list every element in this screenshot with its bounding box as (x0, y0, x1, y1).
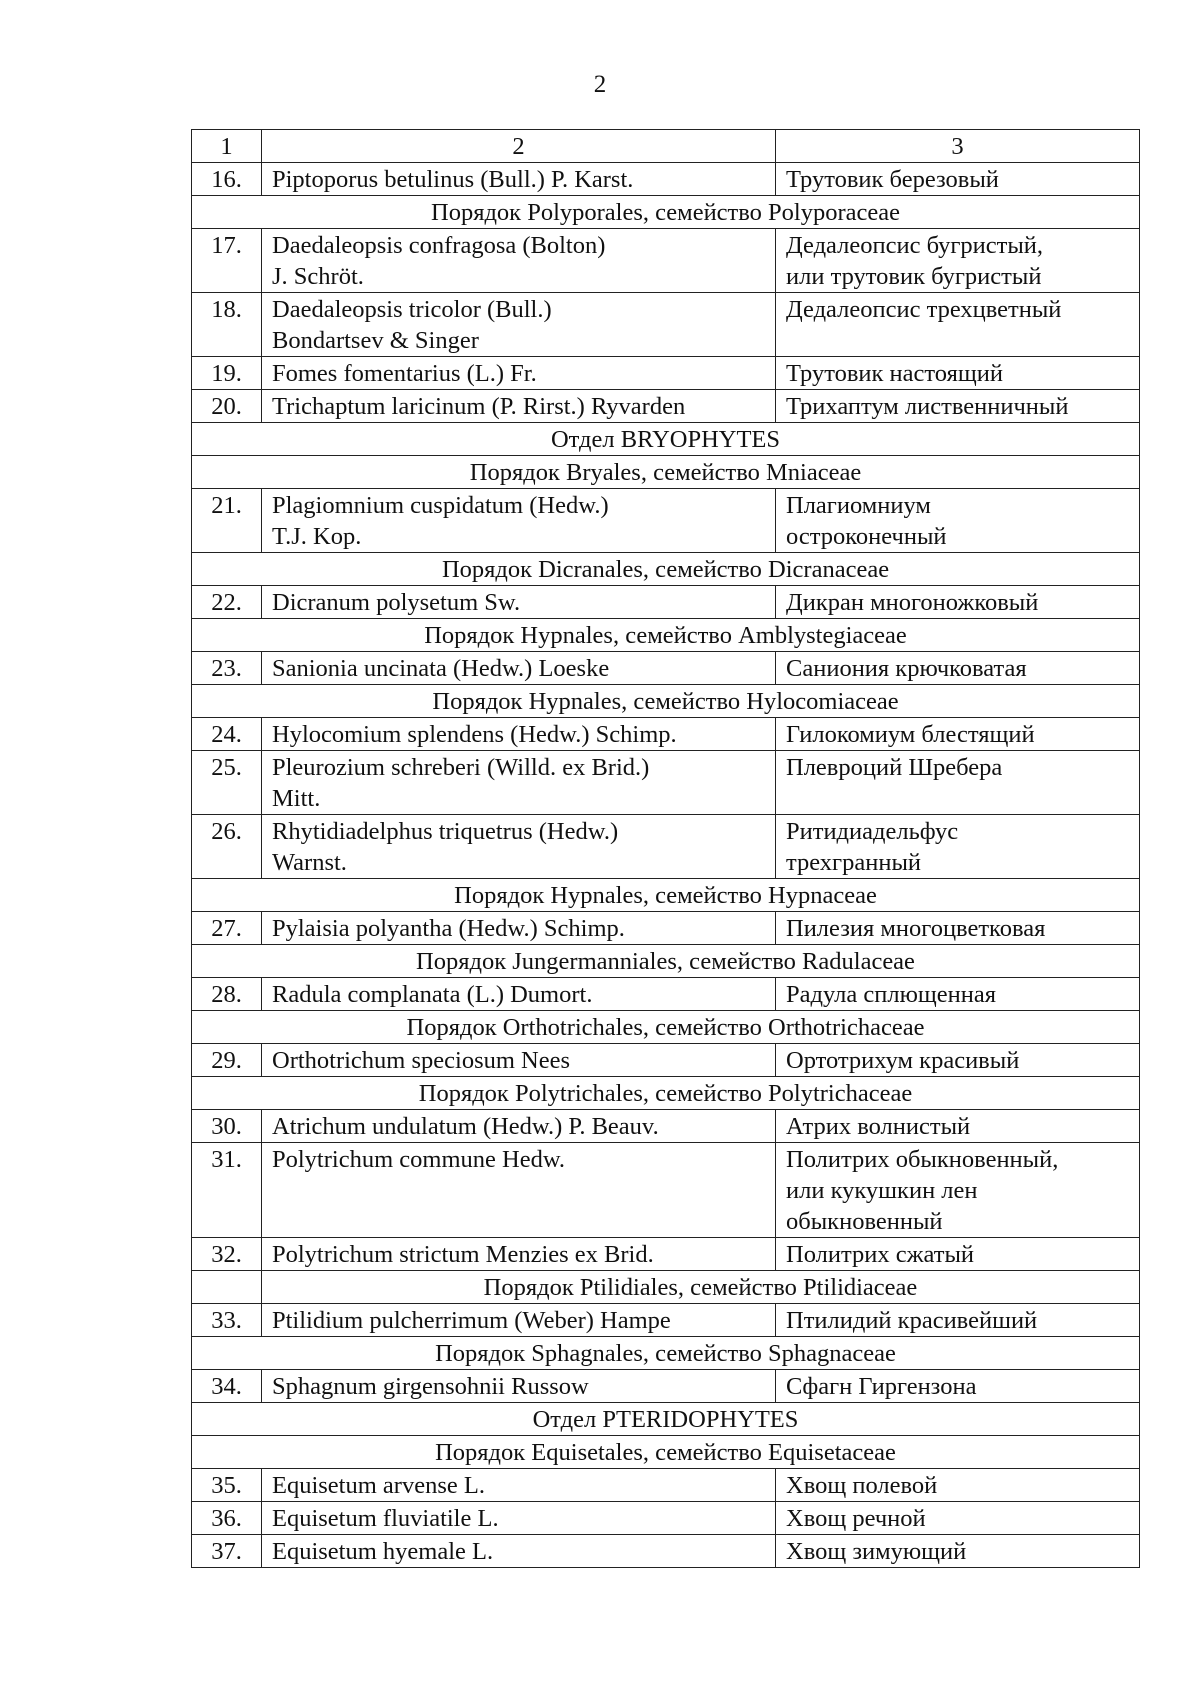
latin-name-cell (262, 229, 776, 293)
row-number: 29. (192, 1044, 262, 1077)
latin-name-line: Mitt. (272, 785, 321, 812)
russian-name-line: Пилезия многоцветковая (786, 915, 1046, 942)
row-number: 25. (192, 751, 262, 815)
table-row (192, 1143, 1140, 1238)
russian-name-line: Политрих обыкновенный, (786, 1146, 1059, 1173)
russian-name-line: остроконечный (786, 523, 947, 550)
taxon-heading-row (192, 879, 1140, 912)
latin-name-line: Pylaisia polyantha (Hedw.) Schimp. (272, 915, 625, 942)
taxon-heading-row (192, 1436, 1140, 1469)
taxon-heading-row (192, 1337, 1140, 1370)
latin-name-cell (262, 751, 776, 815)
latin-name-cell (262, 1044, 776, 1077)
latin-name-line: Orthotrichum speciosum Nees (272, 1047, 571, 1074)
row-number: 26. (192, 815, 262, 879)
latin-name-cell (262, 652, 776, 685)
russian-name-line: Хвощ зимующий (786, 1538, 967, 1565)
row-number: 34. (192, 1370, 262, 1403)
header-cell-3: 3 (776, 130, 1140, 163)
empty-number-cell (192, 1271, 262, 1304)
latin-name-line: T.J. Kop. (272, 523, 362, 550)
russian-name-line: Плевроций Шребера (786, 754, 1003, 781)
russian-name-cell (776, 1304, 1140, 1337)
taxon-heading-row (192, 553, 1140, 586)
taxon-heading: Порядок Polyporales, семейство Polyporaceae (192, 196, 1140, 229)
russian-name-cell (776, 229, 1140, 293)
russian-name-line: Хвощ речной (786, 1505, 926, 1532)
table-header-row (192, 130, 1140, 163)
latin-name-line: Dicranum polysetum Sw. (272, 589, 521, 616)
row-number: 18. (192, 293, 262, 357)
latin-name-line: Pleurozium schreberi (Willd. ex Brid.) (272, 754, 650, 781)
row-number: 28. (192, 978, 262, 1011)
russian-name-cell (776, 1502, 1140, 1535)
taxon-heading-row (192, 423, 1140, 456)
row-number: 33. (192, 1304, 262, 1337)
latin-name-cell (262, 357, 776, 390)
taxon-heading: Порядок Bryales, семейство Mniaceae (192, 456, 1140, 489)
row-number: 35. (192, 1469, 262, 1502)
russian-name-cell (776, 1143, 1140, 1238)
row-number: 17. (192, 229, 262, 293)
latin-name-line: Ptilidium pulcherrimum (Weber) Hampe (272, 1307, 671, 1334)
latin-name-line: Equisetum fluviatile L. (272, 1505, 499, 1532)
russian-name-cell (776, 1370, 1140, 1403)
latin-name-line: Bondartsev & Singer (272, 327, 479, 354)
russian-name-cell (776, 718, 1140, 751)
table-row (192, 163, 1140, 196)
row-number: 20. (192, 390, 262, 423)
table-row (192, 652, 1140, 685)
latin-name-line: J. Schröt. (272, 263, 364, 290)
russian-name-cell (776, 357, 1140, 390)
russian-name-line: или трутовик бугристый (786, 263, 1042, 290)
table-row (192, 1110, 1140, 1143)
russian-name-cell (776, 1469, 1140, 1502)
russian-name-line: Дедалеопсис бугристый, (786, 232, 1044, 259)
table-row (192, 1238, 1140, 1271)
russian-name-line: Дедалеопсис трехцветный (786, 296, 1062, 323)
latin-name-line: Equisetum hyemale L. (272, 1538, 494, 1565)
latin-name-cell (262, 978, 776, 1011)
latin-name-cell (262, 1535, 776, 1568)
taxon-heading-row (192, 1011, 1140, 1044)
russian-name-line: или кукушкин лен (786, 1177, 978, 1204)
taxon-heading: Порядок Ptilidiales, семейство Ptilidiaceae (262, 1271, 1140, 1304)
russian-name-cell (776, 751, 1140, 815)
row-number: 31. (192, 1143, 262, 1238)
latin-name-cell (262, 1469, 776, 1502)
latin-name-cell (262, 1238, 776, 1271)
header-cell-1: 1 (192, 130, 262, 163)
taxon-heading: Отдел BRYOPHYTES (192, 423, 1140, 456)
latin-name-cell (262, 163, 776, 196)
latin-name-line: Hylocomium splendens (Hedw.) Schimp. (272, 721, 677, 748)
russian-name-line: Трутовик березовый (786, 166, 999, 193)
russian-name-line: Гилокомиум блестящий (786, 721, 1035, 748)
russian-name-cell (776, 1044, 1140, 1077)
table-row (192, 1535, 1140, 1568)
russian-name-line: Ортотрихум красивый (786, 1047, 1020, 1074)
taxon-heading-row (192, 196, 1140, 229)
table-row (192, 1469, 1140, 1502)
table-row (192, 815, 1140, 879)
page-number: 2 (593, 71, 607, 98)
russian-name-cell (776, 1535, 1140, 1568)
row-number: 22. (192, 586, 262, 619)
species-table-body (192, 130, 1140, 1568)
latin-name-cell (262, 815, 776, 879)
taxon-heading-row (192, 1403, 1140, 1436)
latin-name-cell (262, 1110, 776, 1143)
russian-name-line: Саниония крючковатая (786, 655, 1027, 682)
latin-name-line: Equisetum arvense L. (272, 1472, 485, 1499)
latin-name-line: Rhytidiadelphus triquetrus (Hedw.) (272, 818, 619, 845)
taxon-heading-row (192, 1077, 1140, 1110)
latin-name-line: Polytrichum strictum Menzies ex Brid. (272, 1241, 654, 1268)
table-row (192, 912, 1140, 945)
russian-name-line: Птилидий красивейший (786, 1307, 1038, 1334)
latin-name-cell (262, 489, 776, 553)
russian-name-line: Радула сплющенная (786, 981, 996, 1008)
row-number: 32. (192, 1238, 262, 1271)
table-row (192, 489, 1140, 553)
taxon-heading: Порядок Hypnales, семейство Amblystegiaceae (192, 619, 1140, 652)
table-row (192, 1370, 1140, 1403)
row-number: 24. (192, 718, 262, 751)
russian-name-cell (776, 489, 1140, 553)
table-row (192, 751, 1140, 815)
russian-name-cell (776, 163, 1140, 196)
latin-name-line: Trichaptum laricinum (P. Rirst.) Ryvarden (272, 393, 686, 420)
latin-name-line: Sphagnum girgensohnii Russow (272, 1373, 589, 1400)
latin-name-line: Radula complanata (L.) Dumort. (272, 981, 593, 1008)
table-row (192, 586, 1140, 619)
taxon-heading: Порядок Hypnales, семейство Hypnaceae (192, 879, 1140, 912)
row-number: 21. (192, 489, 262, 553)
row-number: 19. (192, 357, 262, 390)
latin-name-cell (262, 1502, 776, 1535)
latin-name-cell (262, 718, 776, 751)
russian-name-cell (776, 586, 1140, 619)
species-table (191, 129, 1140, 1568)
taxon-heading: Порядок Orthotrichales, семейство Orthotrichaceae (192, 1011, 1140, 1044)
taxon-heading-row (192, 685, 1140, 718)
latin-name-cell (262, 586, 776, 619)
header-cell-2: 2 (262, 130, 776, 163)
latin-name-cell (262, 1304, 776, 1337)
russian-name-cell (776, 1238, 1140, 1271)
latin-name-cell (262, 390, 776, 423)
latin-name-cell (262, 1143, 776, 1238)
table-row (192, 357, 1140, 390)
russian-name-cell (776, 390, 1140, 423)
taxon-heading: Порядок Dicranales, семейство Dicranaceae (192, 553, 1140, 586)
table-row (192, 390, 1140, 423)
russian-name-line: Трихаптум лиственничный (786, 393, 1069, 420)
table-row (192, 718, 1140, 751)
russian-name-line: обыкновенный (786, 1208, 943, 1235)
table-row (192, 1044, 1140, 1077)
taxon-heading-row (192, 945, 1140, 978)
latin-name-line: Polytrichum commune Hedw. (272, 1146, 566, 1173)
taxon-heading: Отдел PTERIDOPHYTES (192, 1403, 1140, 1436)
taxon-heading: Порядок Hypnales, семейство Hylocomiaceae (192, 685, 1140, 718)
taxon-heading: Порядок Jungermanniales, семейство Radulaceae (192, 945, 1140, 978)
latin-name-line: Sanionia uncinata (Hedw.) Loeske (272, 655, 610, 682)
russian-name-cell (776, 293, 1140, 357)
row-number: 27. (192, 912, 262, 945)
table-row (192, 293, 1140, 357)
latin-name-line: Plagiomnium cuspidatum (Hedw.) (272, 492, 609, 519)
russian-name-line: Атрих волнистый (786, 1113, 971, 1140)
russian-name-line: Сфагн Гиргензона (786, 1373, 977, 1400)
latin-name-line: Piptoporus betulinus (Bull.) P. Karst. (272, 166, 634, 193)
latin-name-line: Atrichum undulatum (Hedw.) P. Beauv. (272, 1113, 659, 1140)
russian-name-cell (776, 978, 1140, 1011)
latin-name-line: Daedaleopsis tricolor (Bull.) (272, 296, 552, 323)
row-number: 30. (192, 1110, 262, 1143)
table-row (192, 1304, 1140, 1337)
russian-name-line: Дикран многоножковый (786, 589, 1039, 616)
latin-name-cell (262, 293, 776, 357)
russian-name-line: Политрих сжатый (786, 1241, 975, 1268)
table-row (192, 229, 1140, 293)
taxon-heading: Порядок Polytrichales, семейство Polytrichaceae (192, 1077, 1140, 1110)
russian-name-line: Трутовик настоящий (786, 360, 1003, 387)
russian-name-line: трехгранный (786, 849, 922, 876)
latin-name-cell (262, 912, 776, 945)
latin-name-line: Fomes fomentarius (L.) Fr. (272, 360, 537, 387)
latin-name-line: Warnst. (272, 849, 347, 876)
row-number: 23. (192, 652, 262, 685)
row-number: 37. (192, 1535, 262, 1568)
taxon-heading-row (192, 619, 1140, 652)
russian-name-line: Плагиомниум (786, 492, 931, 519)
russian-name-cell (776, 652, 1140, 685)
table-row (192, 978, 1140, 1011)
russian-name-cell (776, 1110, 1140, 1143)
latin-name-cell (262, 1370, 776, 1403)
taxon-heading-row (192, 1271, 1140, 1304)
taxon-heading: Порядок Sphagnales, семейство Sphagnaceae (192, 1337, 1140, 1370)
russian-name-cell (776, 912, 1140, 945)
taxon-heading: Порядок Equisetales, семейство Equisetaceae (192, 1436, 1140, 1469)
russian-name-cell (776, 815, 1140, 879)
russian-name-line: Хвощ полевой (786, 1472, 938, 1499)
taxon-heading-row (192, 456, 1140, 489)
russian-name-line: Ритидиадельфус (786, 818, 959, 845)
row-number: 36. (192, 1502, 262, 1535)
row-number: 16. (192, 163, 262, 196)
latin-name-line: Daedaleopsis confragosa (Bolton) (272, 232, 606, 259)
table-row (192, 1502, 1140, 1535)
